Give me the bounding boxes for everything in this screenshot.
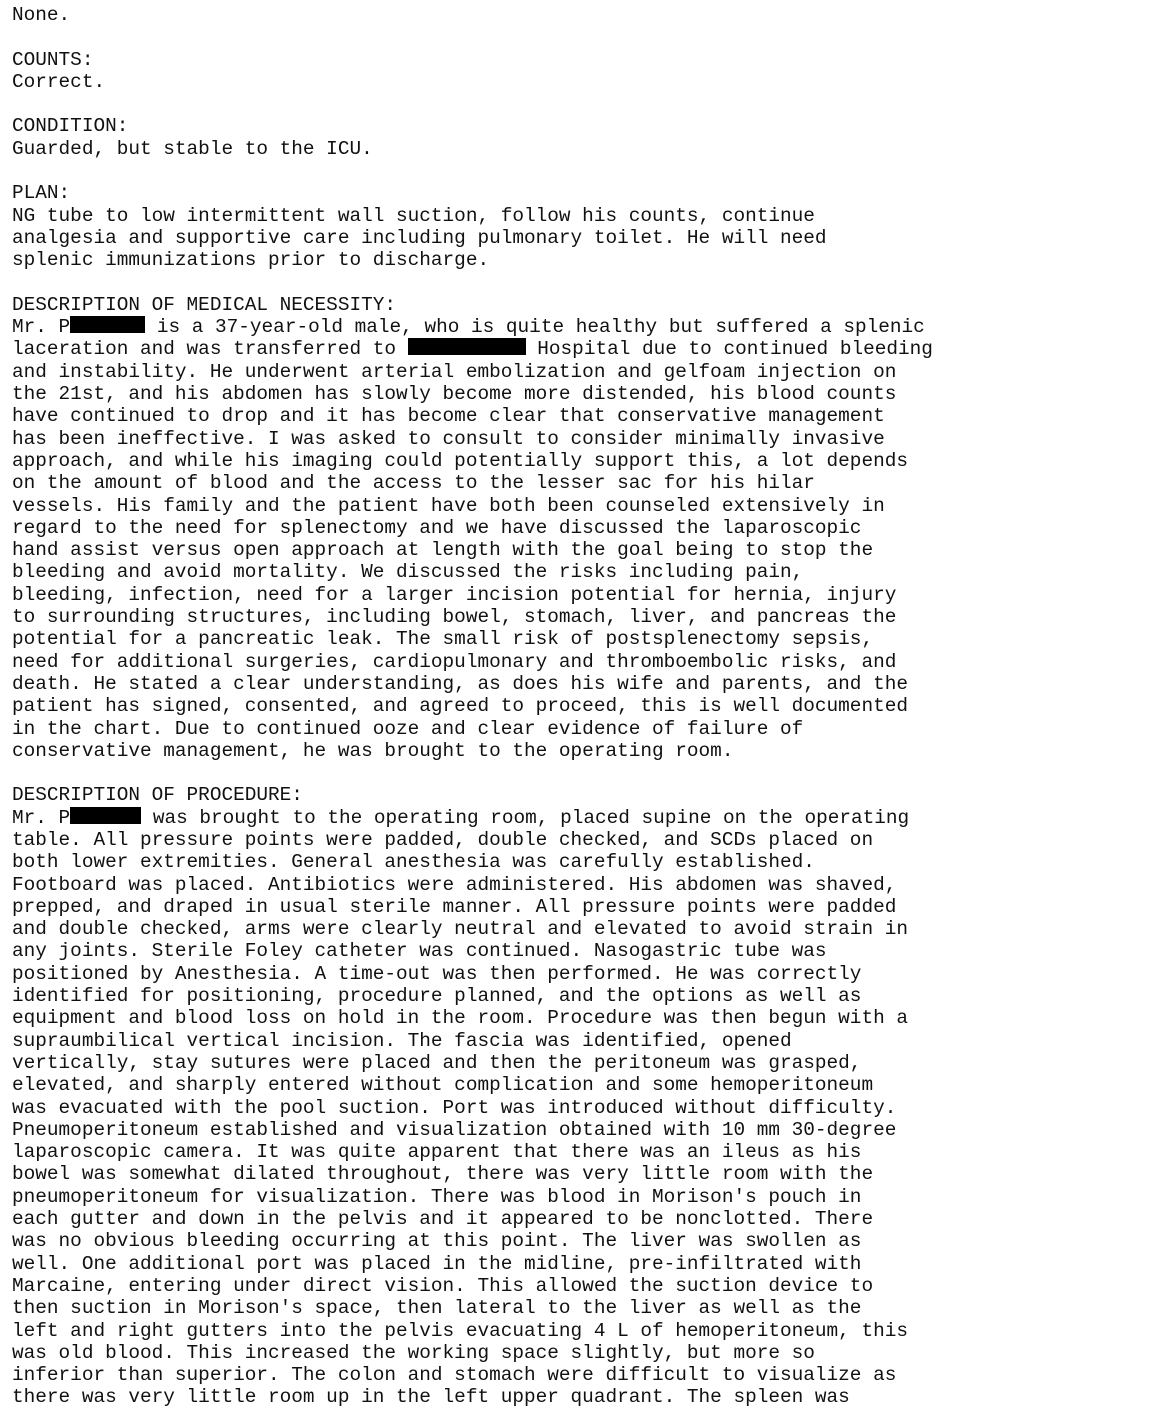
procedure-line-end: was brought to the operating room, placed supine on the operating <box>141 806 910 829</box>
spacer <box>12 762 1148 784</box>
procedure-line: vertically, stay sutures were placed and then the peritoneum was grasped, <box>12 1051 862 1074</box>
necessity-line-start: Mr. P <box>12 316 71 339</box>
procedure-line: table. All pressure points were padded, double checked, and SCDs placed on <box>12 828 874 851</box>
procedure-heading: DESCRIPTION OF PROCEDURE: <box>12 784 303 807</box>
procedure-line: any joints. Sterile Foley catheter was continued. Nasogastric tube was <box>12 940 827 963</box>
redaction-bar <box>408 338 526 355</box>
necessity-line: conservative management, he was brought to the operating room. <box>12 739 734 762</box>
spacer <box>12 26 1148 48</box>
procedure-line: was evacuated with the pool suction. Port was introduced without difficulty. <box>12 1096 897 1119</box>
procedure-line: pneumoperitoneum for visualization. There was blood in Morison's pouch in <box>12 1185 862 1208</box>
necessity-line <box>12 338 1148 360</box>
spacer <box>12 93 1148 115</box>
necessity-line: bleeding and avoid mortality. We discussed the risks including pain, <box>12 561 804 584</box>
plan-line: analgesia and supportive care including pulmonary toilet. He will need <box>12 226 827 249</box>
necessity-line: patient has signed, consented, and agreed to proceed, this is well documented <box>12 695 908 718</box>
procedure-line: prepped, and draped in usual sterile manner. All pressure points were padded <box>12 895 897 918</box>
procedure-line-start: Mr. P <box>12 806 71 829</box>
necessity-line: need for additional surgeries, cardiopulmonary and thromboembolic risks, and <box>12 650 897 673</box>
necessity-line: have continued to drop and it has become clear that conservative management <box>12 405 885 428</box>
prior-text: None. <box>12 4 71 26</box>
necessity-line <box>12 316 1148 338</box>
procedure-line: each gutter and down in the pelvis and it appeared to be nonclotted. There <box>12 1208 874 1231</box>
counts-text: Correct. <box>12 70 106 93</box>
redaction-bar <box>70 807 141 824</box>
procedure-line: well. One additional port was placed in the midline, pre-infiltrated with <box>12 1252 862 1275</box>
necessity-line-start: laceration and was transferred to <box>12 338 396 361</box>
procedure-line <box>12 807 1148 829</box>
necessity-line: the 21st, and his abdomen has slowly become more distended, his blood counts <box>12 383 897 406</box>
spacer <box>12 160 1148 182</box>
necessity-line: hand assist versus open approach at length with the goal being to stop the <box>12 539 874 562</box>
necessity-line: approach, and while his imaging could potentially support this, a lot depends <box>12 449 908 472</box>
procedure-line: supraumbilical vertical incision. The fascia was identified, opened <box>12 1029 792 1052</box>
procedure-line: left and right gutters into the pelvis evacuating 4 L of hemoperitoneum, this <box>12 1319 908 1342</box>
procedure-line: Marcaine, entering under direct vision. This allowed the suction device to <box>12 1274 874 1297</box>
necessity-line: vessels. His family and the patient have both been counseled extensively in <box>12 494 885 517</box>
condition-heading: CONDITION: <box>12 115 129 138</box>
procedure-line: was old blood. This increased the working space slightly, but more so <box>12 1341 815 1364</box>
procedure-line: positioned by Anesthesia. A time-out was then performed. He was correctly <box>12 962 862 985</box>
necessity-line: on the amount of blood and the access to the lesser sac for his hilar <box>12 472 815 495</box>
procedure-line: and double checked, arms were clearly neutral and elevated to avoid strain in <box>12 918 908 941</box>
procedure-line: was no obvious bleeding occurring at this point. The liver was swollen as <box>12 1230 862 1253</box>
necessity-line: bleeding, infection, need for a larger incision potential for hernia, injury <box>12 583 897 606</box>
procedure-line: there was very little room up in the left upper quadrant. The spleen was <box>12 1386 850 1409</box>
necessity-line-end: is a 37-year-old male, who is quite healthy but suffered a splenic <box>145 316 925 339</box>
necessity-line: has been ineffective. I was asked to consult to consider minimally invasive <box>12 427 885 450</box>
necessity-line-end: Hospital due to continued bleeding <box>525 338 933 361</box>
condition-text: Guarded, but stable to the ICU. <box>12 137 373 160</box>
spacer <box>12 272 1148 294</box>
procedure-line: laparoscopic camera. It was quite apparent that there was an ileus as his <box>12 1141 862 1164</box>
procedure-line: elevated, and sharply entered without complication and some hemoperitoneum <box>12 1074 874 1097</box>
procedure-line: Footboard was placed. Antibiotics were administered. His abdomen was shaved, <box>12 873 897 896</box>
procedure-line: both lower extremities. General anesthesia was carefully established. <box>12 851 815 874</box>
necessity-line: to surrounding structures, including bowel, stomach, liver, and pancreas the <box>12 606 897 629</box>
procedure-line: bowel was somewhat dilated throughout, there was very little room with the <box>12 1163 874 1186</box>
procedure-line: inferior than superior. The colon and stomach were difficult to visualize as <box>12 1364 897 1387</box>
procedure-line: equipment and blood loss on hold in the room. Procedure was then begun with a <box>12 1007 908 1030</box>
redaction-bar <box>70 316 145 333</box>
counts-heading: COUNTS: <box>12 48 94 71</box>
plan-line: splenic immunizations prior to discharge. <box>12 249 490 272</box>
procedure-line: Pneumoperitoneum established and visualization obtained with 10 mm 30-degree <box>12 1118 897 1141</box>
plan-heading: PLAN: <box>12 182 71 205</box>
procedure-line: then suction in Morison's space, then lateral to the liver as well as the <box>12 1297 862 1320</box>
necessity-line: potential for a pancreatic leak. The small risk of postsplenectomy sepsis, <box>12 628 874 651</box>
necessity-line: and instability. He underwent arterial embolization and gelfoam injection on <box>12 360 897 383</box>
necessity-line: in the chart. Due to continued ooze and clear evidence of failure of <box>12 717 804 740</box>
plan-line: NG tube to low intermittent wall suction, follow his counts, continue <box>12 204 815 227</box>
necessity-line: regard to the need for splenectomy and we have discussed the laparoscopic <box>12 516 862 539</box>
necessity-line: death. He stated a clear understanding, as does his wife and parents, and the <box>12 672 908 695</box>
procedure-line: identified for positioning, procedure planned, and the options as well as <box>12 985 862 1008</box>
operative-report-page <box>12 4 1148 1409</box>
necessity-heading: DESCRIPTION OF MEDICAL NECESSITY: <box>12 293 396 316</box>
